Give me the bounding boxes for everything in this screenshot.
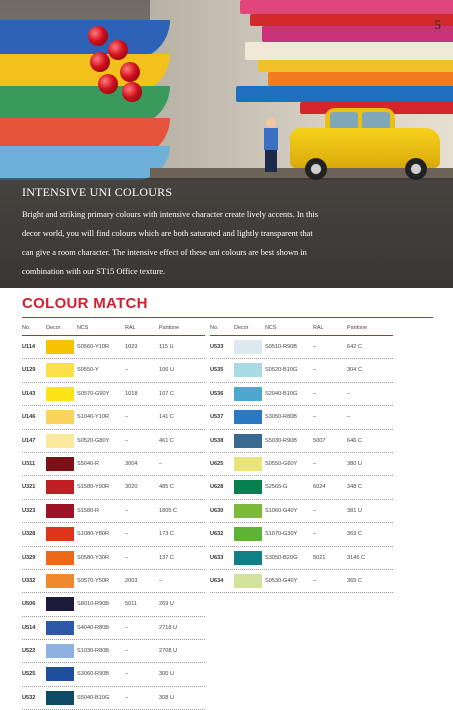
berry xyxy=(98,74,118,94)
table-row xyxy=(22,687,205,710)
section-title: COLOUR MATCH xyxy=(22,295,148,312)
colour-swatch xyxy=(46,434,74,448)
table-row xyxy=(210,500,393,523)
ncs-value: S0570-Y50R xyxy=(77,577,110,584)
colour-swatch xyxy=(46,410,74,424)
colour-swatch xyxy=(234,410,262,424)
ncs-value: S0550-Y xyxy=(77,367,99,374)
pantone-value: 461 C xyxy=(159,437,174,444)
ncs-value: S3050-R80B xyxy=(265,414,298,421)
ral-value: – xyxy=(313,460,317,467)
ncs-value: S5040-R xyxy=(77,460,100,467)
decor-number: U329 xyxy=(22,554,36,561)
decor-number: U625 xyxy=(210,460,224,467)
pantone-value: 485 C xyxy=(159,484,174,491)
ral-value: – xyxy=(313,344,317,350)
pantone-value: 642 C xyxy=(347,344,362,350)
colour-swatch xyxy=(46,597,74,611)
taxi-window xyxy=(362,112,390,129)
berry xyxy=(122,82,142,102)
ral-value: 6024 xyxy=(313,484,326,491)
table-row xyxy=(22,359,205,382)
ral-value: – xyxy=(125,694,129,701)
ncs-value: S0510-R90B xyxy=(265,344,298,350)
ral-value: 1023 xyxy=(125,344,138,350)
colour-swatch xyxy=(234,527,262,541)
table-row xyxy=(210,406,393,429)
decor-number: U532 xyxy=(22,694,36,701)
taxi-window xyxy=(330,112,358,129)
table-header xyxy=(210,322,393,336)
table-row xyxy=(210,359,393,382)
colour-swatch xyxy=(46,457,74,471)
col-ncs: NCS xyxy=(77,325,89,331)
ral-value: 5021 xyxy=(313,554,326,561)
decor-number: U628 xyxy=(210,484,224,491)
ncs-value: S2040-B10G xyxy=(265,390,298,397)
colour-table-left xyxy=(22,322,205,710)
colour-swatch xyxy=(234,551,262,565)
pantone-value: 141 C xyxy=(159,414,174,421)
ncs-value: S2565-G xyxy=(265,484,288,491)
pantone-value: 369 C xyxy=(347,531,362,538)
colour-swatch xyxy=(46,363,74,377)
table-row xyxy=(22,640,205,663)
colour-swatch xyxy=(234,574,262,588)
intro-body: Bright and striking primary colours with intensive character create lively accents. In this decor world, you will find colours which are both saturated and lightly transparent that can give a room character. The intensive effect of these uni colours are best shown in combination with our ST15 Office texture. xyxy=(22,210,319,276)
ral-value: – xyxy=(313,390,317,397)
table-row xyxy=(210,476,393,499)
book-cream xyxy=(245,42,453,60)
ral-value: 3004 xyxy=(125,460,138,467)
decor-number: U147 xyxy=(22,437,36,444)
decor-number: U535 xyxy=(210,367,224,374)
table-row xyxy=(210,570,393,593)
table-row xyxy=(210,430,393,453)
colour-swatch xyxy=(234,457,262,471)
taxi-wheel xyxy=(305,158,327,180)
pantone-value: 2718 U xyxy=(159,624,178,631)
decor-number: U514 xyxy=(22,624,36,631)
pantone-value: 380 U xyxy=(347,460,362,467)
table-row xyxy=(22,593,205,616)
decor-number: U143 xyxy=(22,390,36,397)
table-row xyxy=(22,476,205,499)
ral-value: – xyxy=(125,648,129,655)
col-ral: RAL xyxy=(313,325,324,331)
berry xyxy=(108,40,128,60)
colour-swatch xyxy=(234,480,262,494)
pantone-value: – xyxy=(159,577,163,584)
table-row xyxy=(22,663,205,686)
table-row xyxy=(210,383,393,406)
table-row xyxy=(22,547,205,570)
colour-swatch xyxy=(46,691,74,705)
ral-value: 5007 xyxy=(313,437,326,444)
pantone-value: 106 U xyxy=(159,367,174,374)
pantone-value: 269 U xyxy=(159,601,174,608)
col-no: No. xyxy=(210,325,219,331)
ral-value: – xyxy=(125,437,129,444)
berry xyxy=(120,62,140,82)
table-row xyxy=(22,523,205,546)
table-row xyxy=(210,523,393,546)
pantone-value: 1805 C xyxy=(159,507,178,514)
ral-value: – xyxy=(313,507,317,514)
pantone-value: 137 C xyxy=(159,554,174,561)
pantone-value: 3145 C xyxy=(347,554,366,561)
colour-swatch xyxy=(46,551,74,565)
table-row xyxy=(22,617,205,640)
table-row xyxy=(22,383,205,406)
ncs-value: S0520-B10G xyxy=(265,367,298,374)
ral-value: – xyxy=(125,414,129,421)
book-pink xyxy=(240,0,453,14)
ral-value: 1018 xyxy=(125,390,138,397)
book-orange xyxy=(268,72,453,86)
ral-value: – xyxy=(125,554,129,561)
ncs-value: S0520-G80Y xyxy=(77,437,110,444)
table-row xyxy=(210,547,393,570)
berry xyxy=(88,26,108,46)
decor-number: U536 xyxy=(210,390,224,397)
colour-swatch xyxy=(46,527,74,541)
intro-heading: INTENSIVE UNI COLOURS xyxy=(22,185,173,199)
decor-number: U522 xyxy=(22,648,36,655)
decor-number: U633 xyxy=(210,554,224,561)
decor-number: U537 xyxy=(210,414,224,421)
book-red xyxy=(250,14,453,26)
bowl-stack xyxy=(0,20,170,180)
table-row xyxy=(22,430,205,453)
colour-swatch xyxy=(46,480,74,494)
decor-number: U114 xyxy=(22,344,36,350)
ral-value: 2003 xyxy=(125,577,138,584)
pantone-value: 2708 U xyxy=(159,648,178,655)
book-yellow xyxy=(258,60,453,72)
colour-swatch xyxy=(46,667,74,681)
ncs-value: S0530-G40Y xyxy=(265,577,298,584)
ncs-value: S5040-B10G xyxy=(77,694,110,701)
ral-value: – xyxy=(125,531,129,538)
ncs-value: S1040-Y10R xyxy=(77,414,110,421)
decor-number: U311 xyxy=(22,460,36,467)
colour-swatch xyxy=(234,434,262,448)
pantone-value: 300 U xyxy=(159,671,174,678)
page-number: 5 xyxy=(434,17,441,32)
taxi-wheel xyxy=(405,158,427,180)
ral-value: – xyxy=(125,367,129,374)
ncs-value: S1580-R xyxy=(77,507,100,514)
table-row xyxy=(22,570,205,593)
col-decor: Decor xyxy=(234,325,249,331)
ncs-value: S0550-G60Y xyxy=(265,460,298,467)
ral-value: – xyxy=(313,414,317,421)
ncs-value: S3050-B20G xyxy=(265,554,298,561)
decor-number: U328 xyxy=(22,531,36,538)
col-ncs: NCS xyxy=(265,325,277,331)
ncs-value: S1080-Y80R xyxy=(77,531,110,538)
col-no: No. xyxy=(22,325,31,331)
pantone-value: – xyxy=(347,390,351,397)
col-pantone: Pantone xyxy=(347,325,368,331)
decor-number: U634 xyxy=(210,577,224,584)
berry xyxy=(90,52,110,72)
colour-swatch xyxy=(46,387,74,401)
pantone-value: 304 C xyxy=(347,367,362,374)
ncs-value: S0560-Y10R xyxy=(77,344,110,350)
table-row xyxy=(22,336,205,359)
ral-value: 5011 xyxy=(125,601,138,608)
colour-table-right xyxy=(210,322,393,593)
colour-swatch xyxy=(234,387,262,401)
decor-number: U630 xyxy=(210,507,224,514)
ncs-value: S1070-G30Y xyxy=(265,531,298,538)
ncs-value: S0580-Y30R xyxy=(77,554,110,561)
pantone-value: – xyxy=(159,460,163,467)
ncs-value: S5030-R90B xyxy=(265,437,298,444)
ncs-value: S0570-G90Y xyxy=(77,390,110,397)
table-row xyxy=(22,406,205,429)
ncs-value: S1060-G40Y xyxy=(265,507,298,514)
pantone-value: 365 C xyxy=(347,577,362,584)
pantone-value: 348 C xyxy=(347,484,362,491)
colour-swatch xyxy=(234,504,262,518)
toy-figure xyxy=(262,118,280,172)
ncs-value: S1580-Y90R xyxy=(77,484,110,491)
pantone-value: – xyxy=(347,414,351,421)
table-header xyxy=(22,322,205,336)
decor-number: U533 xyxy=(210,344,224,350)
col-decor: Decor xyxy=(46,325,61,331)
colour-swatch xyxy=(46,504,74,518)
ncs-value: S4040-R80B xyxy=(77,624,110,631)
colour-swatch xyxy=(234,340,262,354)
ncs-value: S8010-R90B xyxy=(77,601,110,608)
colour-swatch xyxy=(234,363,262,377)
decor-number: U525 xyxy=(22,671,36,678)
colour-swatch xyxy=(46,574,74,588)
ral-value: – xyxy=(313,577,317,584)
decor-number: U323 xyxy=(22,507,36,514)
col-pantone: Pantone xyxy=(159,325,180,331)
decor-number: U129 xyxy=(22,367,36,374)
table-row xyxy=(22,453,205,476)
book-magenta xyxy=(262,26,453,42)
title-rule xyxy=(22,317,433,318)
colour-swatch xyxy=(46,621,74,635)
pantone-value: 107 C xyxy=(159,390,174,397)
pantone-value: 646 C xyxy=(347,437,362,444)
table-row xyxy=(22,500,205,523)
pantone-value: 381 U xyxy=(347,507,362,514)
ral-value: 3020 xyxy=(125,484,138,491)
colour-swatch xyxy=(46,644,74,658)
decor-number: U506 xyxy=(22,601,36,608)
decor-number: U321 xyxy=(22,484,36,491)
pantone-value: 115 U xyxy=(159,344,174,350)
table-row xyxy=(210,336,393,359)
decor-number: U332 xyxy=(22,577,36,584)
ral-value: – xyxy=(125,507,129,514)
decor-number: U632 xyxy=(210,531,224,538)
ral-value: – xyxy=(125,671,129,678)
colour-swatch xyxy=(46,340,74,354)
decor-number: U146 xyxy=(22,414,36,421)
ncs-value: S1030-R80B xyxy=(77,648,110,655)
ncs-value: S3060-R90B xyxy=(77,671,110,678)
col-ral: RAL xyxy=(125,325,136,331)
ral-value: – xyxy=(313,367,317,374)
book-blue xyxy=(236,86,453,102)
table-row xyxy=(210,453,393,476)
ral-value: – xyxy=(125,624,129,631)
pantone-value: 308 U xyxy=(159,694,174,701)
intro-overlay xyxy=(0,178,453,288)
pantone-value: 173 C xyxy=(159,531,174,538)
decor-number: U538 xyxy=(210,437,224,444)
hero-photo xyxy=(0,0,453,288)
ral-value: – xyxy=(313,531,317,538)
